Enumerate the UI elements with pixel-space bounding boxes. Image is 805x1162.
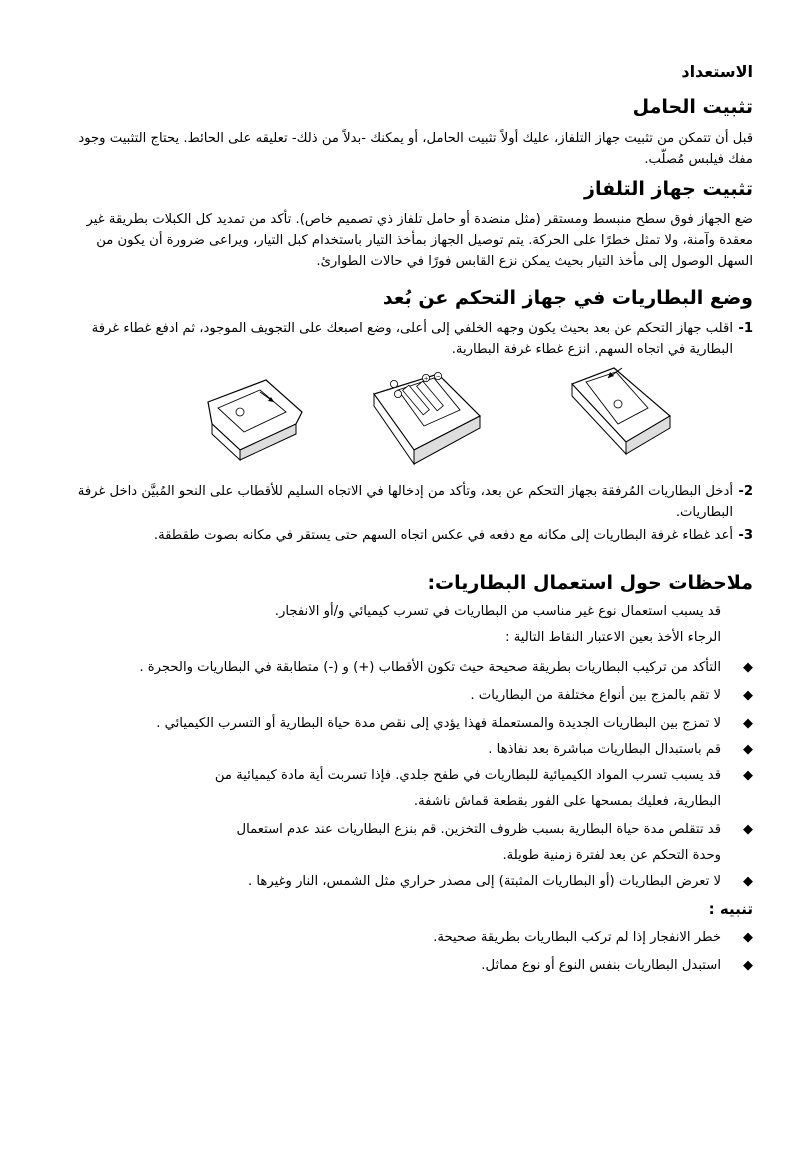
step-1-number: 1-	[738, 321, 753, 336]
heading-remote-batteries: وضع البطاريات في جهاز التحكم عن بُعد	[382, 287, 753, 309]
warning-item-text: خطر الانفجار إذا لم تركب البطاريات بطريقة صحيحة.	[433, 930, 721, 945]
battery-minus-sign: −	[435, 373, 441, 381]
note-item	[60, 660, 753, 682]
note-item-text: لا تمزج بين البطاريات الجديدة والمستعملة فهذا يؤدي إلى نقص مدة حياة البطارية أو التسرب الكيميائي .	[156, 716, 721, 731]
install-line-2: معقدة وآمنة، ولا تمثل خطرًا على الحركة. يتم توصيل الجهاز بمأخذ التيار باستخدام كبل التيار، ويراعى ضرورة أن يكون من	[96, 233, 753, 248]
note-item-text: لا تقم بالمزج بين أنواع مختلفة من البطاريات .	[470, 688, 721, 703]
note-item	[60, 716, 753, 738]
heading-install-tv: تثبيت جهاز التلفاز	[584, 178, 753, 200]
step-1-line-1: اقلب جهاز التحكم عن بعد بحيث يكون وجهه الخلفي إلى أعلى، وضع اصبعك على التجويف الموجود، ثم ادفع غطاء غرفة	[91, 321, 733, 336]
remote-cover-removed-illustration	[200, 372, 310, 462]
diamond-bullet-icon: ◆	[743, 958, 753, 973]
note-item	[60, 742, 753, 764]
step-2-number: 2-	[738, 484, 753, 499]
section-title-preparation: الاستعداد	[681, 62, 753, 81]
battery-plus-sign: +	[423, 375, 429, 383]
step-3-number: 3-	[738, 528, 753, 543]
diamond-bullet-icon: ◆	[743, 822, 753, 837]
note-item	[60, 874, 753, 896]
install-line-3: السهل الوصول إلى مأخذ التيار بحيث يمكن نزع القابس فورًا في حالات الطوارئ.	[316, 254, 753, 269]
heading-stand: تثبيت الحامل	[632, 96, 753, 118]
note-item-text-line-1: قد يسبب تسرب المواد الكيميائية للبطاريات في طفح جلدي. فإذا تسربت أية مادة كيميائية من	[214, 768, 721, 783]
note-item-text: التأكد من تركيب البطاريات بطريقة صحيحة حيث تكون الأقطاب (+) و (-) متطابقة في البطاريات والحجرة .	[139, 660, 721, 675]
step-2-line-1: أدخل البطاريات المُرفقة بجهاز التحكم عن بعد، وتأكد من إدخالها في الاتجاه السليم للأقطاب على النحو المُبيَّن داخل غرفة	[77, 484, 733, 499]
diamond-bullet-icon: ◆	[743, 688, 753, 703]
note-item-text-line-2: وحدة التحكم عن بعد لفترة زمنية طويلة.	[502, 848, 721, 863]
note-item	[60, 822, 753, 868]
step-2-line-2: البطاريات.	[675, 505, 733, 520]
notes-intro-1: قد يسبب استعمال نوع غير مناسب من البطاريات في تسرب كيميائي و/أو الانفجار.	[274, 604, 721, 619]
remote-battery-insert-illustration	[368, 370, 488, 470]
note-item-text: قم باستبدال البطاريات مباشرة بعد نفاذها .	[488, 742, 721, 757]
note-item-text: لا تعرض البطاريات (أو البطاريات المثبتة) إلى مصدر حراري مثل الشمس، النار وغيرها .	[248, 874, 721, 889]
notes-intro-2: الرجاء الأخذ بعين الاعتبار النقاط التالية :	[505, 630, 721, 645]
step-1-line-2: البطارية في اتجاه السهم. انزع غطاء غرفة البطارية.	[451, 342, 733, 357]
warning-item-text: استبدل البطاريات بنفس النوع أو نوع مماثل.	[481, 958, 721, 973]
note-item	[60, 688, 753, 710]
diamond-bullet-icon: ◆	[743, 768, 753, 783]
note-item	[60, 768, 753, 814]
note-item-text-line-1: قد تتقلص مدة حياة البطارية بسبب ظروف التخزين. قم بنزع البطاريات عند عدم استعمال	[236, 822, 721, 837]
remote-cover-replace-illustration	[566, 364, 676, 464]
diamond-bullet-icon: ◆	[743, 930, 753, 945]
warning-item	[60, 930, 753, 952]
heading-warning: تنبيه :	[708, 900, 753, 918]
diamond-bullet-icon: ◆	[743, 742, 753, 757]
step-3-text: أعد غطاء غرفة البطاريات إلى مكانه مع دفعه في عكس اتجاه السهم حتى يستقر في مكانه بصوت طقطقة.	[153, 528, 733, 543]
diamond-bullet-icon: ◆	[743, 660, 753, 675]
diamond-bullet-icon: ◆	[743, 716, 753, 731]
diamond-bullet-icon: ◆	[743, 874, 753, 889]
install-line-1: ضع الجهاز فوق سطح منبسط ومستقر (مثل منضدة أو حامل تلفاز ذي تصميم خاص). تأكد من تمديد كل الكبلات بطريقة غير	[86, 212, 753, 227]
note-item-text-line-2: البطارية، فعليك بمسحها على الفور بقطعة قماش ناشفة.	[413, 794, 721, 809]
warning-item	[60, 958, 753, 980]
heading-battery-notes: ملاحظات حول استعمال البطاريات:	[427, 572, 753, 594]
stand-paragraph: قبل أن تتمكن من تثبيت جهاز التلفاز، عليك أولاً تثبيت الحامل، أو يمكنك -بدلاً من ذلك- تعليقه على الحائط. يحتاج التثبيت وجود مفك فيلبس مُصلّب.	[78, 131, 753, 167]
